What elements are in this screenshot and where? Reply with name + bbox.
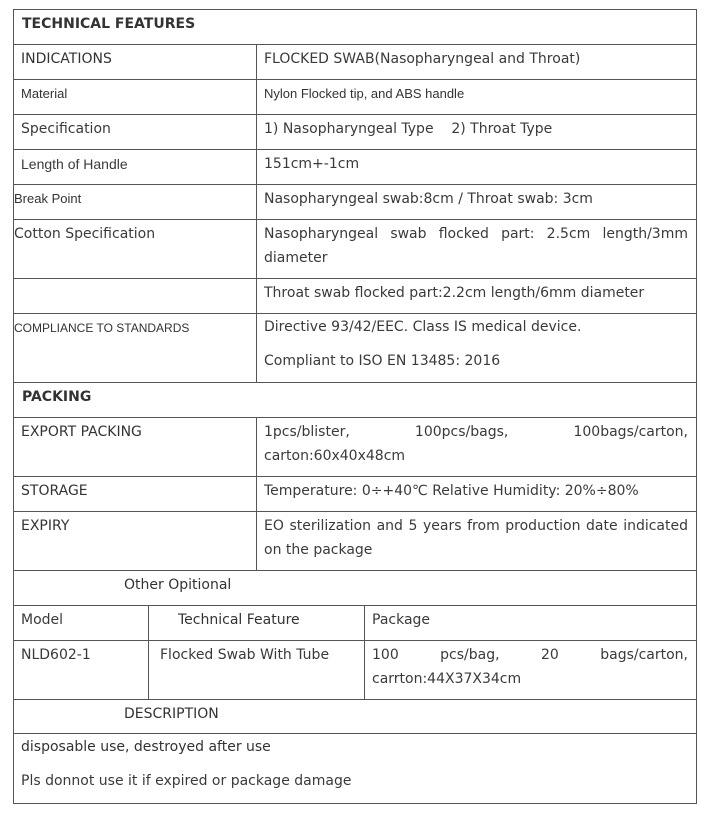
spec-value: 151cm+-1cm xyxy=(264,156,360,172)
column-header-model: Model xyxy=(21,612,64,628)
packing-heading-row xyxy=(14,383,696,418)
packing-value-line-1: 1pcs/blister, 100pcs/bags, 100bags/carton, xyxy=(264,424,688,440)
spec-label: Material xyxy=(21,86,68,101)
packing-row-expiry xyxy=(14,512,696,571)
model-cell: NLD602-1 xyxy=(21,647,91,663)
technical-features-heading: TECHNICAL FEATURES xyxy=(22,16,196,32)
packing-label: EXPORT PACKING xyxy=(21,424,142,440)
packing-label: EXPIRY xyxy=(21,518,70,534)
spec-row-cotton-specification xyxy=(14,220,696,279)
spec-value: Nasopharyngeal swab:8cm / Throat swab: 3cm xyxy=(264,191,593,207)
package-cell-line-1: 100 pcs/bag, 20 bags/carton, xyxy=(372,647,688,663)
spec-row-material xyxy=(14,80,696,115)
spec-label: COMPLIANCE TO STANDARDS xyxy=(14,321,190,335)
other-optional-heading: Other Opitional xyxy=(124,577,232,593)
other-optional-heading-row xyxy=(14,571,696,606)
packing-value-line-2: carton:60x40x48cm xyxy=(264,448,406,464)
spec-row-specification xyxy=(14,115,696,150)
column-header-package: Package xyxy=(372,612,431,628)
spec-row-throat-swab xyxy=(14,279,696,314)
spec-row-compliance xyxy=(14,314,696,383)
packing-heading: PACKING xyxy=(22,389,92,405)
spec-row-break-point xyxy=(14,185,696,220)
packing-row-export xyxy=(14,418,696,477)
technical-features-heading-row xyxy=(14,10,696,45)
spec-row-indications xyxy=(14,45,696,80)
feature-cell: Flocked Swab With Tube xyxy=(160,647,330,663)
spec-label: Cotton Specification xyxy=(14,226,156,242)
package-cell-line-2: carrton:44X37X34cm xyxy=(372,671,522,687)
other-optional-data-row xyxy=(14,641,696,700)
spec-value: 1) Nasopharyngeal Type 2) Throat Type xyxy=(264,121,553,137)
spec-label: Length of Handle xyxy=(21,156,128,172)
packing-value-line-1: EO sterilization and 5 years from production date indicated xyxy=(264,518,688,534)
spec-value: Throat swab flocked part:2.2cm length/6mm diameter xyxy=(264,285,645,301)
description-heading: DESCRIPTION xyxy=(124,706,219,722)
packing-value-line-2: on the package xyxy=(264,542,373,558)
spec-label: Break Point xyxy=(14,191,82,206)
spec-value-line-2: Compliant to ISO EN 13485: 2016 xyxy=(264,353,501,369)
product-spec-table xyxy=(13,9,697,804)
spec-value: FLOCKED SWAB(Nasopharyngeal and Throat) xyxy=(264,51,581,67)
packing-label: STORAGE xyxy=(21,483,88,499)
spec-row-length-of-handle xyxy=(14,150,696,185)
spec-label: Specification xyxy=(21,121,111,137)
description-body xyxy=(14,734,696,803)
packing-value: Temperature: 0÷+40℃ Relative Humidity: 20%÷80% xyxy=(264,483,639,499)
spec-value-line-2: diameter xyxy=(264,250,328,266)
column-header-technical-feature: Technical Feature xyxy=(178,612,300,628)
description-heading-row xyxy=(14,700,696,734)
spec-label: INDICATIONS xyxy=(21,51,112,67)
other-optional-header-row xyxy=(14,606,696,641)
description-line-2: Pls donnot use it if expired or package damage xyxy=(21,773,352,789)
spec-value-line-1: Directive 93/42/EEC. Class IS medical device. xyxy=(264,319,582,335)
spec-value: Nylon Flocked tip, and ABS handle xyxy=(264,86,465,101)
spec-value-line-1: Nasopharyngeal swab flocked part: 2.5cm length/3mm xyxy=(264,226,688,242)
description-line-1: disposable use, destroyed after use xyxy=(21,739,271,755)
packing-row-storage xyxy=(14,477,696,512)
